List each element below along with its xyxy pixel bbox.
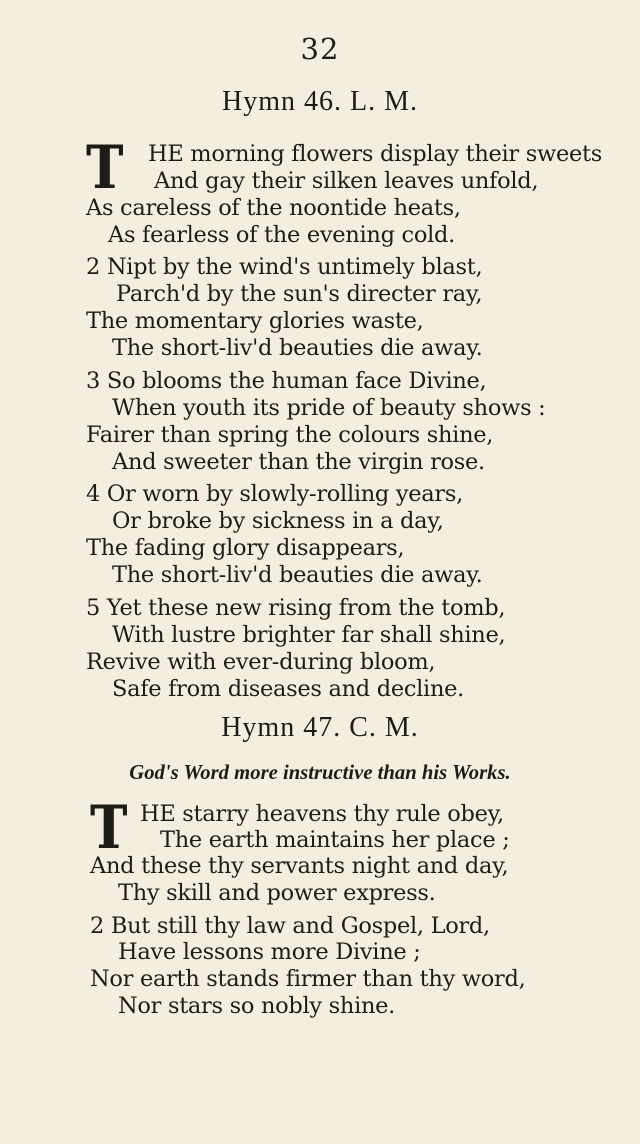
hymn-46-s5-line-4: Safe from diseases and decline.: [112, 676, 465, 702]
hymn-46-drop-cap: T: [86, 133, 123, 203]
hymn-46-s3-line-2: When youth its pride of beauty shows :: [112, 395, 546, 421]
hymn-46-s1-line-1: HE morning flowers display their sweets: [148, 141, 602, 167]
hymn-47-title: Hymn 47. C. M.: [221, 712, 419, 743]
hymn-47-s2-line-4: Nor stars so nobly shine.: [118, 993, 396, 1019]
hymn-47-s2-line-3: Nor earth stands firmer than thy word,: [90, 966, 526, 992]
hymn-46-s5-line-1: 5 Yet these new rising from the tomb,: [86, 595, 506, 621]
hymn-46-s4-line-4: The short-liv'd beauties die away.: [112, 562, 483, 588]
hymn-47-s1-line-1: HE starry heavens thy rule obey,: [140, 801, 504, 827]
hymn-47-s2-line-1: 2 But still thy law and Gospel, Lord,: [90, 913, 490, 939]
hymn-46-s2-line-2: Parch'd by the sun's directer ray,: [116, 281, 483, 307]
hymn-47-drop-cap: T: [90, 793, 127, 863]
hymn-46-s4-line-3: The fading glory disappears,: [86, 535, 405, 561]
hymn-47-s1-line-3: And these thy servants night and day,: [90, 853, 509, 879]
hymn-46-s5-line-2: With lustre brighter far shall shine,: [112, 622, 506, 648]
hymn-46-s3-line-1: 3 So blooms the human face Divine,: [86, 368, 487, 394]
hymn-46-title: Hymn 46. L. M.: [222, 86, 418, 117]
page-number: 32: [300, 32, 340, 66]
hymn-46-s5-line-3: Revive with ever-during bloom,: [86, 649, 436, 675]
hymn-46-s2-line-1: 2 Nipt by the wind's untimely blast,: [86, 254, 483, 280]
hymn-46-s1-line-3: As careless of the noontide heats,: [86, 195, 461, 221]
hymn-46-s4-line-1: 4 Or worn by slowly-rolling years,: [86, 481, 463, 507]
hymn-46-s1-line-2: And gay their silken leaves unfold,: [154, 168, 539, 194]
hymn-46-s2-line-3: The momentary glories waste,: [86, 308, 424, 334]
hymn-47-s2-line-2: Have lessons more Divine ;: [118, 939, 421, 965]
hymn-47-s1-line-2: The earth maintains her place ;: [160, 827, 510, 853]
hymn-46-s1-line-4: As fearless of the evening cold.: [108, 222, 455, 248]
hymn-47-s1-line-4: Thy skill and power express.: [118, 880, 436, 906]
hymn-46-s3-line-3: Fairer than spring the colours shine,: [86, 422, 494, 448]
hymn-46-s2-line-4: The short-liv'd beauties die away.: [112, 335, 483, 361]
hymn-46-s4-line-2: Or broke by sickness in a day,: [112, 508, 444, 534]
hymn-47-subtitle: God's Word more instructive than his Works.: [129, 760, 511, 784]
hymn-46-s3-line-4: And sweeter than the virgin rose.: [112, 449, 485, 475]
